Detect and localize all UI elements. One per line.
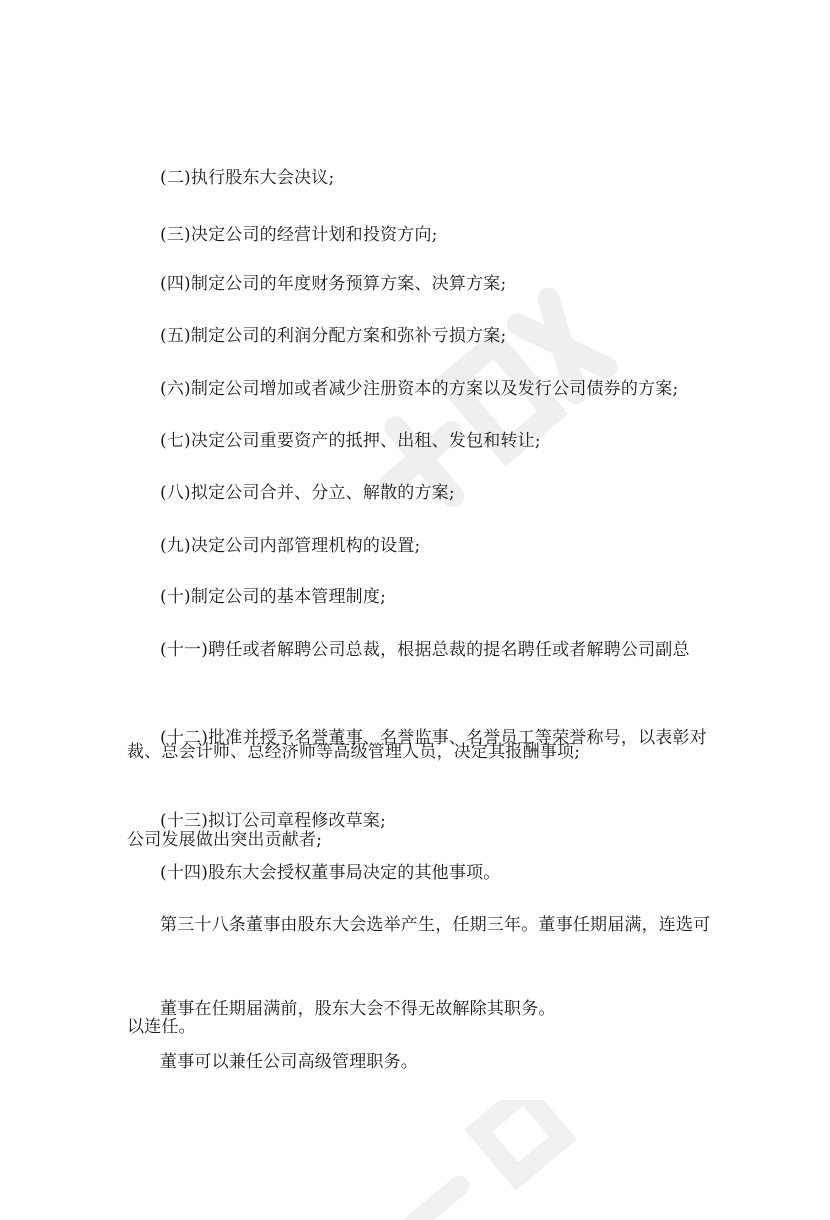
text-line: (十一)聘任或者解聘公司总裁，根据总裁的提名聘任或者解聘公司副总 bbox=[160, 640, 690, 660]
paragraph-concurrent bbox=[0, 977, 830, 1147]
text-line: (十三)拟订公司章程修改草案; bbox=[160, 811, 386, 831]
text-line: (二)执行股东大会决议; bbox=[160, 168, 335, 188]
text-line: 董事在任期届满前，股东大会不得无故解除其职务。 bbox=[160, 999, 556, 1019]
text-line: 公司发展做出突出贡献者; bbox=[127, 830, 323, 850]
text-line: (五)制定公司的利润分配方案和弥补亏损方案; bbox=[160, 326, 507, 346]
text-line: (八)拟定公司合并、分立、解散的方案; bbox=[160, 483, 455, 503]
text-line: (六)制定公司增加或者减少注册资本的方案以及发行公司债券的方案; bbox=[160, 379, 679, 399]
text-line: (三)决定公司的经营计划和投资方向; bbox=[160, 225, 438, 245]
text-line: 以连任。 bbox=[127, 1017, 196, 1037]
text-line: 裁、总会计师、总经济师等高级管理人员，决定其报酬事项; bbox=[127, 742, 581, 762]
text-line: 董事可以兼任公司高级管理职务。 bbox=[160, 1052, 418, 1072]
text-line: 第三十八条董事由股东大会选举产生，任期三年。董事任期届满，连选可 bbox=[160, 915, 711, 935]
text-line: (七)决定公司重要资产的抵押、出租、发包和转让; bbox=[160, 431, 541, 451]
text-line: (十四)股东大会授权董事局决定的其他事项。 bbox=[160, 863, 501, 883]
text-line: (十二)批准并授予名誉董事、名誉监事、名誉员工等荣誉称号，以表彰对 bbox=[160, 728, 707, 748]
text-line: (四)制定公司的年度财务预算方案、决算方案; bbox=[160, 274, 507, 294]
text-line: (十)制定公司的基本管理制度; bbox=[160, 587, 386, 607]
text-line: (九)决定公司内部管理机构的设置; bbox=[160, 536, 421, 556]
